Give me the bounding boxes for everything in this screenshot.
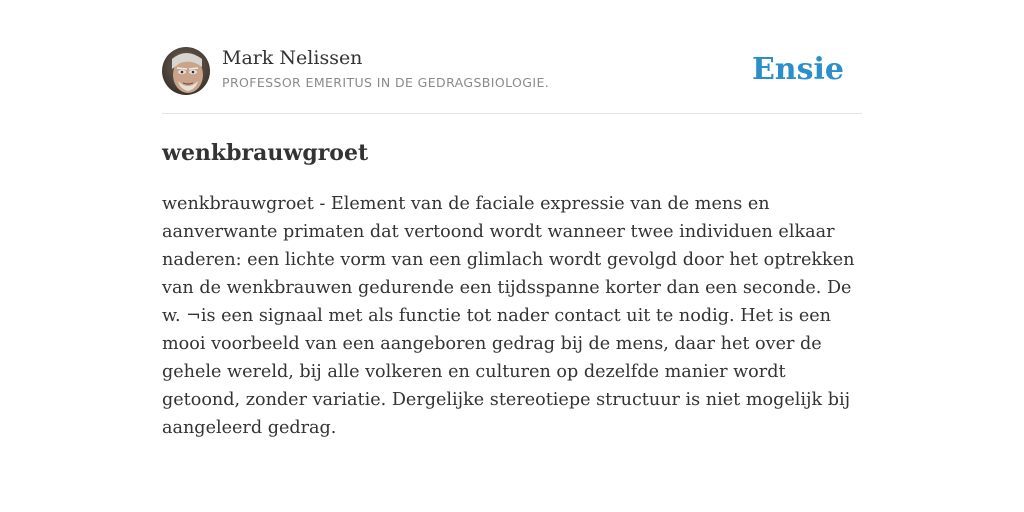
avatar[interactable] bbox=[162, 47, 210, 95]
author-name[interactable]: Mark Nelissen bbox=[222, 47, 363, 69]
ensie-logo[interactable]: Ensie bbox=[751, 52, 844, 87]
author-photo-icon bbox=[162, 47, 210, 95]
author-title: PROFESSOR EMERITUS IN DE GEDRAGSBIOLOGIE. bbox=[222, 75, 550, 90]
page-title: wenkbrauwgroet bbox=[162, 140, 369, 166]
author-header bbox=[162, 46, 862, 96]
divider bbox=[162, 113, 862, 114]
definition-text: wenkbrauwgroet - Element van de faciale expressie van de mens en aanverwante primaten dat vertoond wordt wanneer twee individuen elkaar naderen: een lichte vorm van een glimlach wordt gevolgd door het optrekken van de wenkbrauwen gedurende een tijdsspanne korter dan een seconde. De w. ¬is een signaal met als functie tot nader contact uit te nodig. Het is een mooi voorbeeld van een aangeboren gedrag bij de mens, daar het over de gehele wereld, bij alle volkeren en culturen op dezelfde manier wordt getoond, zonder variatie. Dergelijke stereotiepe structuur is niet mogelijk bij aangeleerd gedrag. bbox=[162, 194, 855, 438]
